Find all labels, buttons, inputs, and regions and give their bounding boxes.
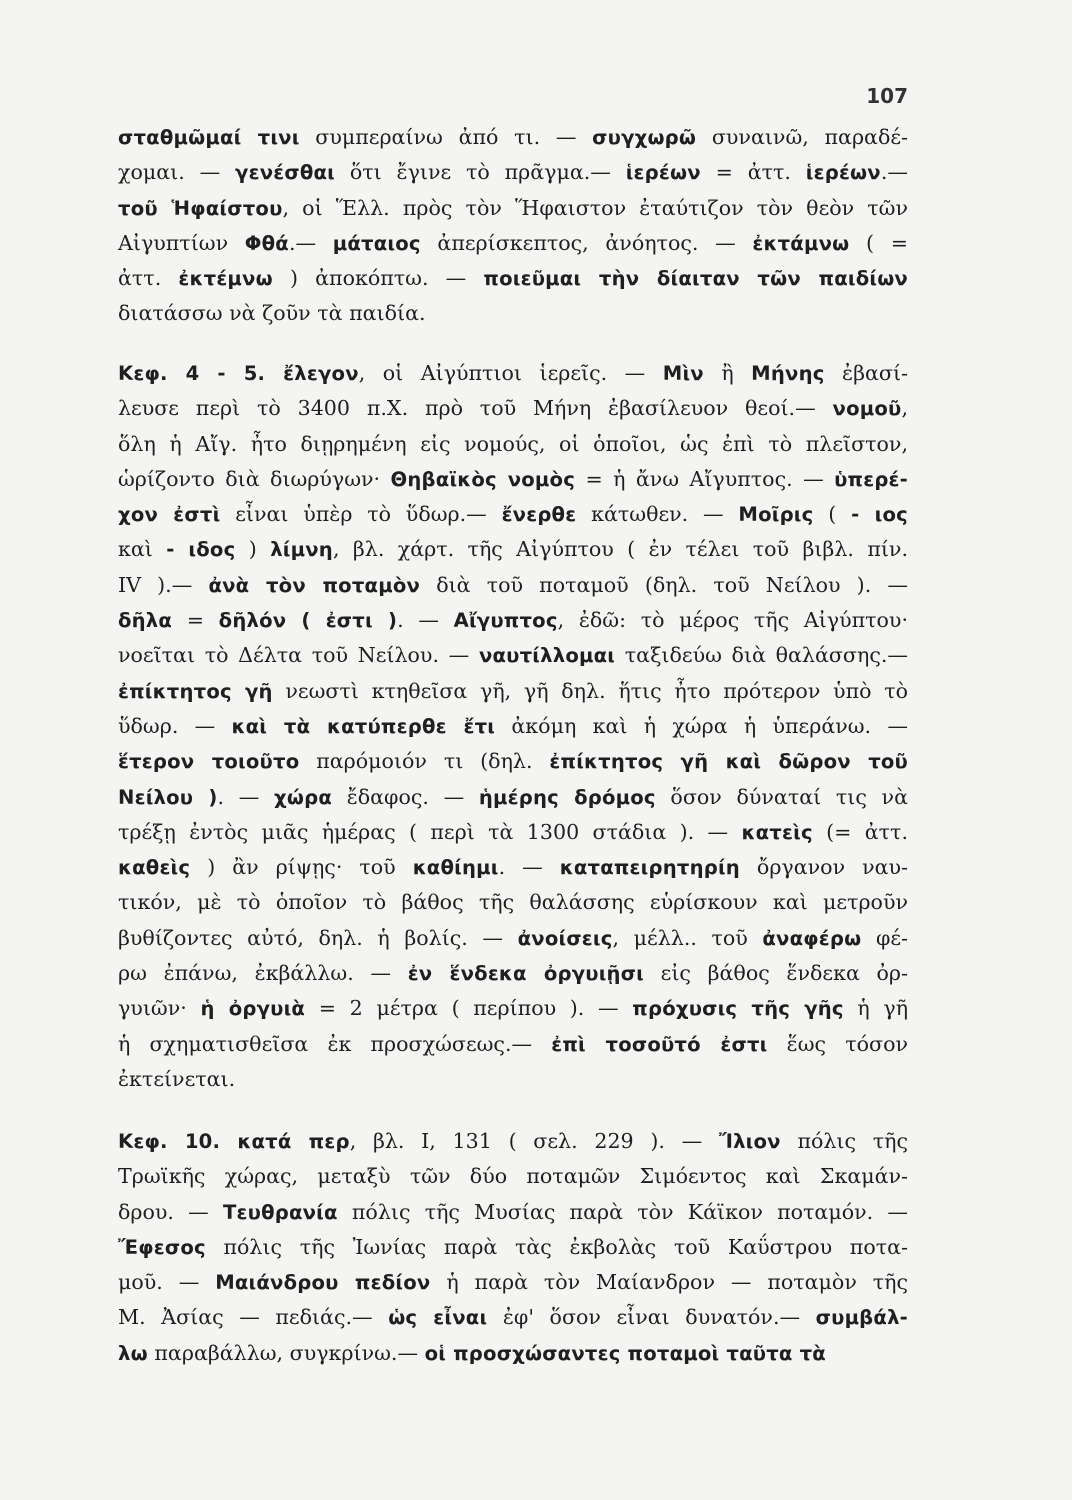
text-line <box>118 226 908 261</box>
gloss-text: ἕως τόσον <box>767 1031 908 1056</box>
paragraph <box>118 120 908 332</box>
text-line <box>118 1300 908 1335</box>
lemma-term: πρόχυσις τῆς γῆς <box>632 997 844 1021</box>
gloss-text: = ἡ ἄνω Αἴγυπτος. — <box>575 466 835 491</box>
lemma-term: Αἴγυπτος <box>453 609 558 633</box>
lemma-term: ἕτερον τοιοῦτο <box>118 750 300 774</box>
gloss-text: = ἀττ. <box>700 160 806 185</box>
lemma-term: καθεὶς <box>118 856 191 880</box>
lemma-term: ἐκτέμνω <box>178 267 273 291</box>
text-line <box>118 638 908 673</box>
lemma-term: δῆλα <box>118 609 173 633</box>
gloss-text: ὡρίζοντο διὰ διωρύγων· <box>118 466 391 491</box>
gloss-text: ἐφ' ὅσον εἶναι δυνατόν.— <box>487 1305 816 1330</box>
text-line <box>118 356 908 391</box>
gloss-text: τρέξῃ ἐντὸς μιᾶς ἡμέρας ( περὶ τὰ 1300 στάδια ). — <box>118 819 742 844</box>
gloss-text: διὰ τοῦ ποταμοῦ (δηλ. τοῦ Νείλου ). — <box>420 572 908 597</box>
text-line <box>118 1230 908 1265</box>
gloss-text: ὅλη ἡ Αἴγ. ἦτο διῃρημένη εἰς νομούς, οἱ ὁποῖοι, ὡς ἐπὶ τὸ πλεῖστον, <box>118 431 908 456</box>
gloss-text: ὅτι ἔγινε τὸ πρᾶγμα.— <box>334 160 626 185</box>
gloss-text: ἀκόμη καὶ ἡ χώρα ἡ ὑπεράνω. — <box>495 713 908 738</box>
gloss-text: ( <box>813 502 852 527</box>
gloss-text: . — <box>217 784 275 809</box>
lemma-term: Μοῖρις <box>738 503 814 527</box>
lemma-term: καταπειρητηρίη <box>559 856 740 880</box>
gloss-text: ἡ σχηματισθεῖσα ἐκ προσχώσεως.— <box>118 1031 552 1056</box>
gloss-text: ἡ παρὰ τὸν Μαίανδρον — ποταμὸν τῆς <box>430 1270 908 1295</box>
gloss-text: παρόμοιόν τι (δηλ. <box>299 749 550 774</box>
gloss-text: (= ἀττ. <box>812 819 908 844</box>
lemma-term: ἱερέων <box>805 161 881 185</box>
gloss-text: νεωστὶ κτηθεῖσα γῆ, γῆ δηλ. ἥτις ἦτο πρότερον ὑπὸ τὸ <box>272 678 908 703</box>
gloss-text: , οἱ Αἰγύπτιοι ἱερεῖς. — <box>358 361 663 385</box>
lemma-term: ἱερέων <box>625 161 701 185</box>
text-line <box>118 532 908 567</box>
text-line <box>118 1265 908 1300</box>
lemma-term: ποιεῦμαι τὴν δίαιταν τῶν παιδίων <box>483 267 908 291</box>
lemma-term: Κεφ. 4 - 5. ἔλεγον <box>118 362 359 385</box>
lemma-term: ἔνερθε <box>501 503 577 527</box>
lemma-term: λίμνη <box>270 538 333 562</box>
gloss-text: ὄργανον ναυ- <box>739 855 908 880</box>
gloss-text: βυθίζοντες αὐτό, δηλ. ἡ βολίς. — <box>118 925 518 950</box>
lemma-term: ἡ ὀργυιὰ <box>200 997 306 1021</box>
paragraph <box>118 1124 908 1371</box>
lemma-term: καὶ τὰ κατύπερθε ἔτι <box>231 714 496 738</box>
text-line <box>118 956 908 991</box>
gloss-text: ) ἂν ρίψῃς· τοῦ <box>190 855 413 880</box>
lemma-term: - ιδος <box>166 538 236 562</box>
gloss-text: . — <box>397 608 454 633</box>
lemma-term: Νείλου ) <box>118 785 218 809</box>
lemma-term: Θηβαϊκὸς νομὸς <box>390 467 576 491</box>
gloss-text: νοεῖται τὸ Δέλτα τοῦ Νείλου. — <box>118 643 479 668</box>
lemma-term: Μὶν <box>662 362 704 385</box>
lemma-term: ὡς εἶναι <box>388 1306 488 1330</box>
gloss-text: συναινῶ, παραδέ- <box>696 125 908 149</box>
text-line <box>118 885 908 920</box>
lemma-term: ἐκτάμνω <box>752 231 850 255</box>
text-line <box>118 497 908 532</box>
lemma-term: Ἔφεσος <box>118 1235 206 1259</box>
gloss-text: = 2 μέτρα ( περίπου ). — <box>305 996 633 1021</box>
gloss-text: ἀπερίσκεπτος, ἀνόητος. — <box>420 230 753 255</box>
gloss-text: δρου. — <box>118 1199 223 1224</box>
text-line <box>118 191 908 226</box>
gloss-text: ἀττ. <box>118 266 179 291</box>
lemma-term: ἀνοίσεις <box>517 926 613 950</box>
gloss-text: γυιῶν· <box>118 996 201 1021</box>
gloss-text: ) <box>235 537 271 562</box>
text-line <box>118 296 908 331</box>
text-line <box>118 815 908 850</box>
gloss-text: ἔδαφος. — <box>332 784 479 809</box>
gloss-text: καὶ <box>118 537 167 562</box>
lemma-term: ἐπίκτητος γῆ <box>118 679 273 703</box>
gloss-text: ὕδωρ. — <box>118 713 232 738</box>
text-line <box>118 603 908 638</box>
gloss-text: πόλις τῆς <box>780 1129 909 1153</box>
lemma-term: συγχωρῶ <box>592 126 697 149</box>
lemma-term: συμβάλ- <box>815 1306 908 1330</box>
gloss-text: , ἐδῶ: τὸ μέρος τῆς Αἰγύπτου· <box>557 608 908 633</box>
gloss-text: εἶναι ὑπὲρ τὸ ὕδωρ.— <box>220 502 502 527</box>
lemma-term: κατεὶς <box>741 820 813 844</box>
gloss-text: κάτωθεν. — <box>576 502 739 527</box>
gloss-text: τικόν, μὲ τὸ ὁποῖον τὸ βάθος τῆς θαλάσσης εὑρίσκουν καὶ μετροῦν <box>118 890 908 915</box>
text-line <box>118 850 908 885</box>
text-line <box>118 120 908 155</box>
gloss-text: = <box>172 608 219 633</box>
gloss-text: ἐκτείνεται. <box>118 1066 236 1091</box>
text-line <box>118 1336 908 1371</box>
gloss-text: λευσε περὶ τὸ 3400 π.Χ. πρὸ τοῦ Μήνη ἐβασίλευον θεοί.— <box>118 396 833 421</box>
gloss-text: πόλις τῆς Ἰωνίας παρὰ τὰς ἐκβολὰς τοῦ Καΰστρου ποτα- <box>205 1234 908 1259</box>
gloss-text: , βλ. I, 131 ( σελ. 229 ). — <box>349 1129 719 1153</box>
gloss-text: , μέλλ.. τοῦ <box>612 925 763 950</box>
lemma-term: ἀνὰ τὸν ποταμὸν <box>208 573 421 597</box>
gloss-text: φέ- <box>861 925 908 950</box>
gloss-text: .— <box>288 230 333 255</box>
gloss-text: , <box>901 396 908 421</box>
page-number: 107 <box>866 84 908 108</box>
text-line <box>118 1124 908 1159</box>
lemma-term: Μαιάνδρου πεδίον <box>215 1271 431 1295</box>
gloss-text: .— <box>880 160 908 185</box>
lemma-term: ἀναφέρω <box>762 926 862 950</box>
lemma-term: ὑπερέ- <box>834 467 908 491</box>
gloss-text: ρω ἐπάνω, ἐκβάλλω. — <box>118 961 408 986</box>
lemma-term: Φθά <box>244 231 289 255</box>
text-line <box>118 921 908 956</box>
gloss-text: ἡ γῆ <box>843 996 909 1021</box>
lemma-term: χώρα <box>274 785 333 809</box>
lemma-term: Τευθρανία <box>222 1200 338 1224</box>
lemma-term: σταθμῶμαί τινι <box>118 126 300 149</box>
lemma-term: ἡμέρης δρόμος <box>478 785 656 809</box>
gloss-text: διατάσσω νὰ ζοῦν τὰ παιδία. <box>118 301 426 326</box>
lemma-term: οἱ προσχώσαντες ποταμοὶ ταῦτα τὰ <box>424 1341 826 1365</box>
gloss-text: ( = <box>849 230 909 255</box>
text-line <box>118 155 908 190</box>
lemma-term: ναυτίλλομαι <box>478 644 616 668</box>
lemma-term: ἐπίκτητος γῆ καὶ δῶρον τοῦ <box>549 750 908 774</box>
gloss-text: , βλ. χάρτ. τῆς Αἰγύπτου ( ἐν τέλει τοῦ βιβλ. πίν. <box>332 537 908 562</box>
gloss-text: Μ. Ἀσίας — πεδιάς.— <box>118 1305 389 1330</box>
gloss-text: . — <box>498 855 560 880</box>
gloss-text: ἢ <box>703 361 752 385</box>
text-line <box>118 709 908 744</box>
lemma-term: καθίημι <box>412 856 499 880</box>
lemma-term: ἐν ἕνδεκα ὀργυιῇσι <box>407 962 644 986</box>
text-line <box>118 568 908 603</box>
text-line <box>118 1195 908 1230</box>
text-line <box>118 991 908 1026</box>
gloss-text: IV ).— <box>118 572 209 597</box>
gloss-text: ὅσον δύναταί τις νὰ <box>655 784 908 809</box>
gloss-text: εἰς βάθος ἕνδεκα ὀρ- <box>644 961 908 986</box>
lemma-term: τοῦ Ἡφαίστου <box>118 196 283 220</box>
gloss-text: , οἱ Ἕλλ. πρὸς τὸν Ἥφαιστον ἐταύτιζον τὸν θεὸν τῶν <box>282 195 908 220</box>
lemma-term: Ἴλιον <box>718 1130 781 1153</box>
lemma-term: μάταιος <box>332 231 421 255</box>
text-line <box>118 744 908 779</box>
text-line <box>118 427 908 462</box>
text-line <box>118 1027 908 1062</box>
gloss-text: ἐβασί- <box>824 361 908 385</box>
lemma-term: λω <box>118 1341 148 1365</box>
lemma-term: νομοῦ <box>832 397 902 421</box>
gloss-text: παραβάλλω, συγκρίνω.— <box>147 1340 425 1365</box>
gloss-text: ) ἀποκόπτω. — <box>272 266 484 291</box>
text-line <box>118 462 908 497</box>
text-line <box>118 261 908 296</box>
paragraph <box>118 356 908 1097</box>
gloss-text: μοῦ. — <box>118 1270 216 1295</box>
gloss-text: συμπεραίνω ἀπό τι. — <box>299 125 593 149</box>
gloss-text: πόλις τῆς Μυσίας παρὰ τὸν Κάϊκον ποταμόν. — <box>337 1199 908 1224</box>
lemma-term: χον ἐστὶ <box>118 503 221 527</box>
lemma-term: - ιος <box>851 503 908 527</box>
lemma-term: Μήνης <box>751 362 825 385</box>
gloss-text: χομαι. — <box>118 160 236 185</box>
text-line <box>118 1159 908 1194</box>
gloss-text: Τρωϊκῆς χώρας, μεταξὺ τῶν δύο ποταμῶν Σιμόεντος καὶ Σκαμάν- <box>118 1164 908 1189</box>
lemma-term: γενέσθαι <box>235 161 335 185</box>
lemma-term: δῆλόν ( ἐστι ) <box>218 609 398 633</box>
gloss-text: ταξιδεύω διὰ θαλάσσης.— <box>615 643 908 668</box>
gloss-text: Αἰγυπτίων <box>118 230 245 255</box>
text-line <box>118 391 908 426</box>
lemma-term: Κεφ. 10. κατά περ <box>118 1130 350 1153</box>
text-line <box>118 674 908 709</box>
text-line <box>118 780 908 815</box>
lemma-term: ἐπὶ τοσοῦτό ἐστι <box>551 1032 768 1056</box>
text-line <box>118 1062 908 1097</box>
